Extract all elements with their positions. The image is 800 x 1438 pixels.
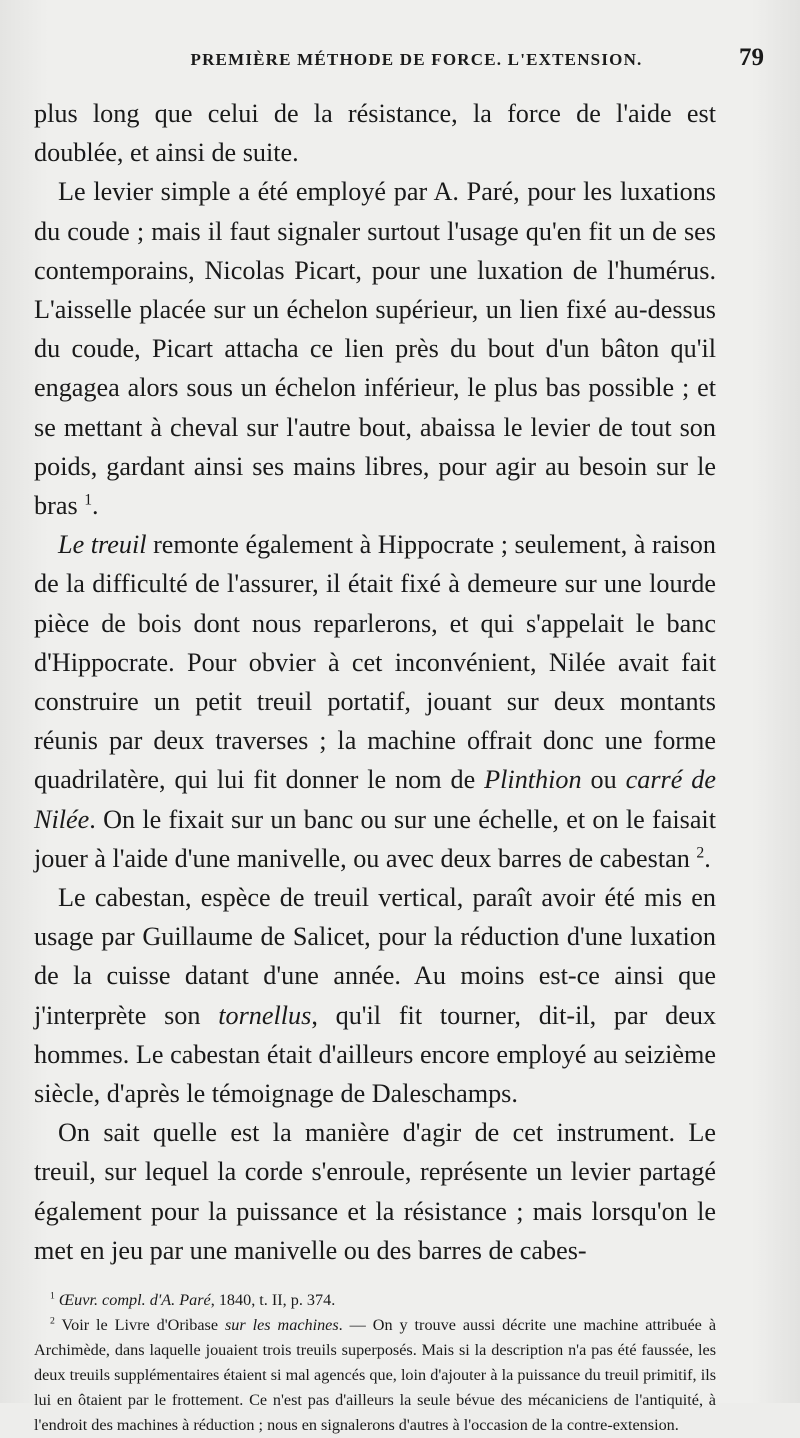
footnote-1: $^1$ Œuvr. compl. d'A. Paré, 1840, t. II, p. 374. <box>50 1290 336 1310</box>
paragraph-5: On sait quelle est la manière d'agir de cet instrument. Le treuil, sur lequel la corde s'enroule, représente un levier partagé également pour la puissance et la résistance ; mais lorsqu'on le met en jeu par une manivelle ou des barres de cabes- <box>34 1118 716 1265</box>
main-text <box>34 94 716 1270</box>
footnote-2: $^2$ Voir le Livre d'Oribase sur les machines. — On y trouve aussi décrite une machine attribuée à Archimède, dans laquelle jouaient trois treuils superposés. Mais si la description n'a pas été faussée, les deux treuils supplémentaires étaient si mal agencés que, loin d'ajouter à la puissance du treuil primitif, ils lui en ôtaient par le frottement. Ce n'est pas d'ailleurs la seule bévue des mécaniciens de l'antiquité, à l'endroit des machines à réduction ; nous en signalerons d'autres à l'occasion de la contre-extension. <box>34 1315 716 1435</box>
italic-term: carré de Nilée <box>34 765 716 834</box>
footnote-ref-1: 1 <box>84 491 93 509</box>
italic-term: Le treuil <box>58 530 147 560</box>
page-number: 79 <box>739 44 764 71</box>
paragraph-3: Le treuil remonte également à Hippocrate ; seulement, à raison de la difficulté de l'assurer, il était fixé à demeure sur une lourde pièce de bois dont nous reparlerons, et qui s'appelait le banc d'Hippocrate. Pour obvier à cet inconvénient, Nilée avait fait construire un petit treuil portatif, jouant sur deux montants réunis par deux traverses ; la machine offrait donc une forme quadrilatère, qui lui fit donner le nom de Plinthion ou carré de Nilée. On le fixait sur un banc ou sur une échelle, et on le faisait jouer à l'aide d'une manivelle, ou avec deux barres de cabestan $^2$. <box>34 530 716 873</box>
running-head: PREMIÈRE MÉTHODE DE FORCE. L'EXTENSION. <box>190 50 643 69</box>
italic-term: tornellus <box>218 1000 312 1030</box>
paragraph-1: plus long que celui de la résistance, la force de l'aide est doublée, et ainsi de suite. <box>34 99 716 168</box>
italic-term: Plinthion <box>484 765 582 795</box>
footnote-mark: 1 <box>50 1290 55 1302</box>
paragraph-2: Le levier simple a été employé par A. Paré, pour les luxations du coude ; mais il faut signaler surtout l'usage qu'en fit un de ses contemporains, Nicolas Picart, pour une luxation de l'humérus. L'aisselle placée sur un échelon supérieur, un lien fixé au-dessus du coude, Picart attacha ce lien près du bout d'un bâton qu'il engagea alors sous un échelon inférieur, le plus bas possible ; et se mettant à cheval sur l'autre bout, abaissa le levier de tout son poids, gardant ainsi ses mains libres, pour agir au besoin sur le bras $^1$. <box>34 177 716 521</box>
footnote-ref-2: 2 <box>696 844 705 862</box>
paragraph-4: Le cabestan, espèce de treuil vertical, paraît avoir été mis en usage par Guillaume de Salicet, pour la réduction d'une luxation de la cuisse datant d'une année. Au moins est-ce ainsi que j'interprète son tornellus, qu'il fit tourner, dit-il, par deux hommes. Le cabestan était d'ailleurs encore employé au seizième siècle, d'après le témoignage de Daleschamps. <box>34 883 717 1109</box>
footnotes <box>34 1288 716 1438</box>
footnote-separator <box>34 1270 716 1288</box>
footnote-mark: 2 <box>50 1315 55 1327</box>
page-header <box>34 44 764 94</box>
